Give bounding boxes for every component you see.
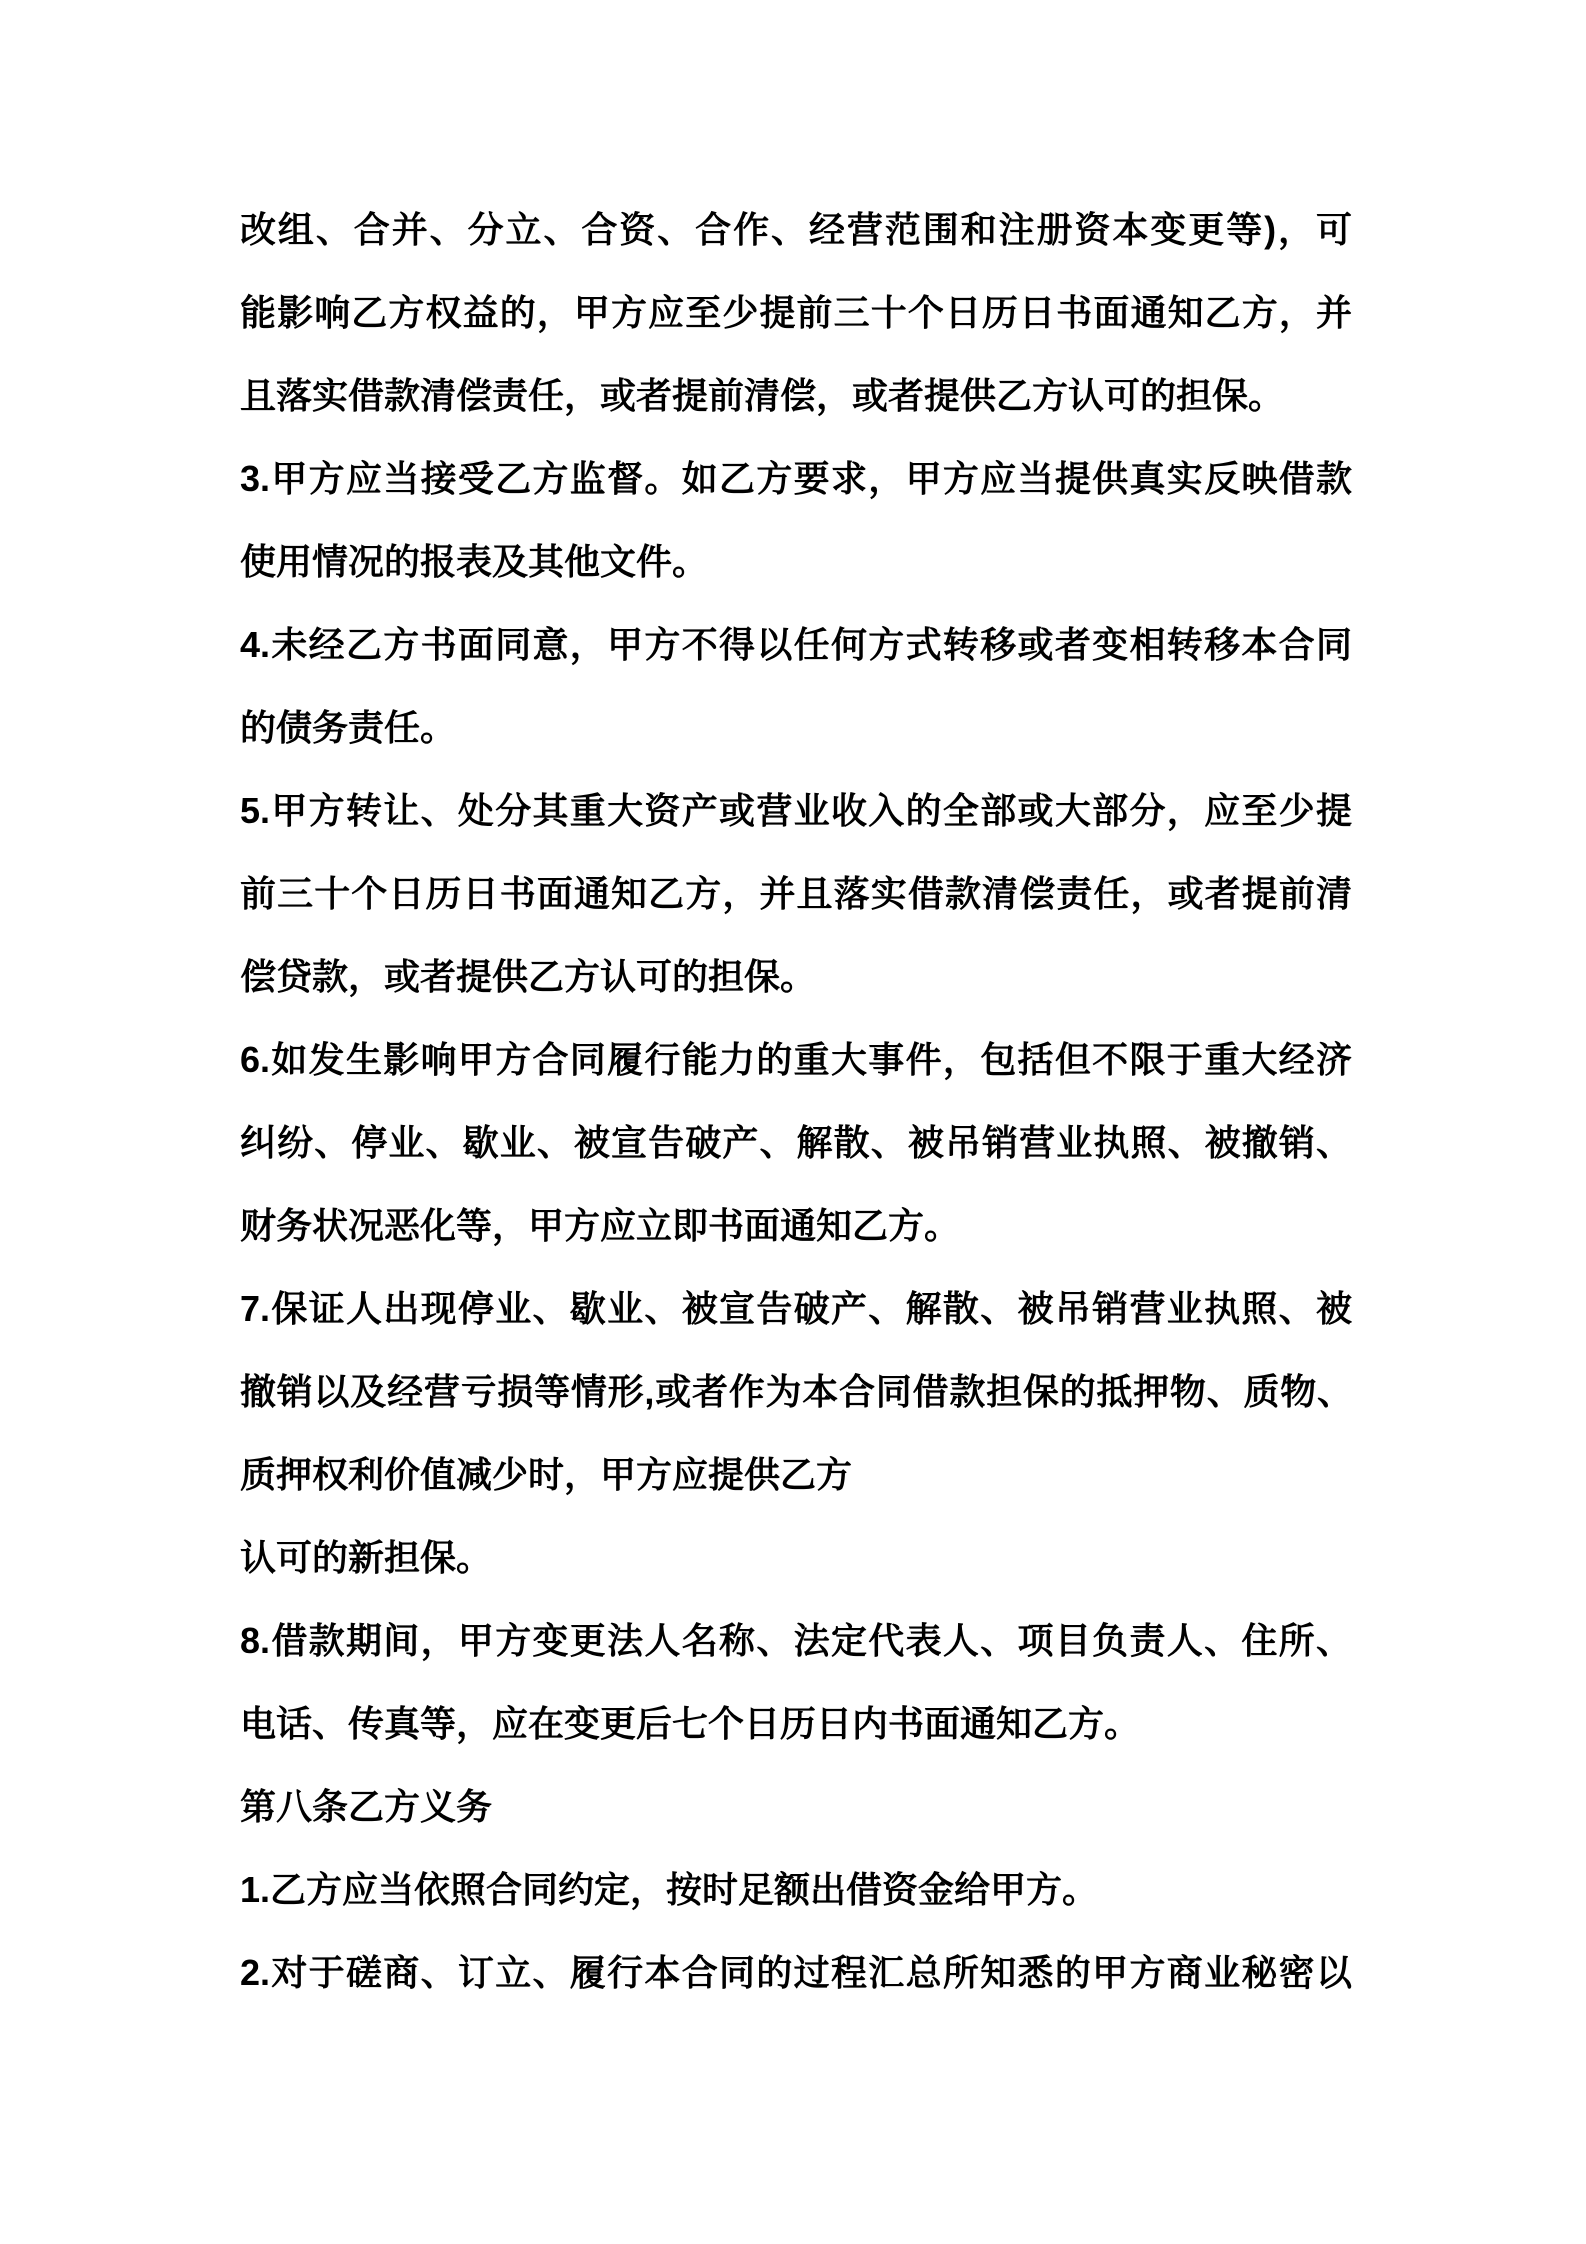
document-line: 认可的新担保。 bbox=[240, 1537, 493, 1578]
document-line: 2.对于磋商、订立、履行本合同的过程汇总所知悉的甲方商业秘密以 bbox=[240, 1952, 1352, 1993]
document-line: 6.如发生影响甲方合同履行能力的重大事件，包括但不限于重大经济 bbox=[240, 1039, 1352, 1080]
document-line: 财务状况恶化等，甲方应立即书面通知乙方。 bbox=[240, 1205, 961, 1246]
document-line: 1.乙方应当依照合同约定，按时足额出借资金给甲方。 bbox=[240, 1869, 1099, 1910]
contract-text-block bbox=[240, 188, 1352, 2014]
document-line: 的债务责任。 bbox=[240, 707, 457, 748]
document-line: 且落实借款清偿责任，或者提前清偿，或者提供乙方认可的担保。 bbox=[240, 375, 1285, 416]
document-line: 能影响乙方权益的，甲方应至少提前三十个日历日书面通知乙方，并 bbox=[240, 292, 1352, 333]
document-line: 第八条乙方义务 bbox=[240, 1786, 493, 1827]
document-line: 前三十个日历日书面通知乙方，并且落实借款清偿责任，或者提前清 bbox=[240, 873, 1352, 914]
document-line: 改组、合并、分立、合资、合作、经营范围和注册资本变更等)，可 bbox=[240, 209, 1352, 250]
document-line: 5.甲方转让、处分其重大资产或营业收入的全部或大部分，应至少提 bbox=[240, 790, 1352, 831]
document-line: 质押权利价值减少时，甲方应提供乙方 bbox=[240, 1454, 853, 1495]
document-line: 偿贷款，或者提供乙方认可的担保。 bbox=[240, 956, 817, 997]
document-line: 3.甲方应当接受乙方监督。如乙方要求，甲方应当提供真实反映借款 bbox=[240, 458, 1352, 499]
document-line: 撤销以及经营亏损等情形,或者作为本合同借款担保的抵押物、质物、 bbox=[240, 1371, 1352, 1412]
document-line: 使用情况的报表及其他文件。 bbox=[240, 541, 709, 582]
document-line: 8.借款期间，甲方变更法人名称、法定代表人、项目负责人、住所、 bbox=[240, 1620, 1352, 1661]
document-line: 4.未经乙方书面同意，甲方不得以任何方式转移或者变相转移本合同 bbox=[240, 624, 1352, 665]
document-line: 电话、传真等，应在变更后七个日历日内书面通知乙方。 bbox=[240, 1703, 1141, 1744]
document-line: 7.保证人出现停业、歇业、被宣告破产、解散、被吊销营业执照、被 bbox=[240, 1288, 1352, 1329]
document-line: 纠纷、停业、歇业、被宣告破产、解散、被吊销营业执照、被撤销、 bbox=[240, 1122, 1352, 1163]
